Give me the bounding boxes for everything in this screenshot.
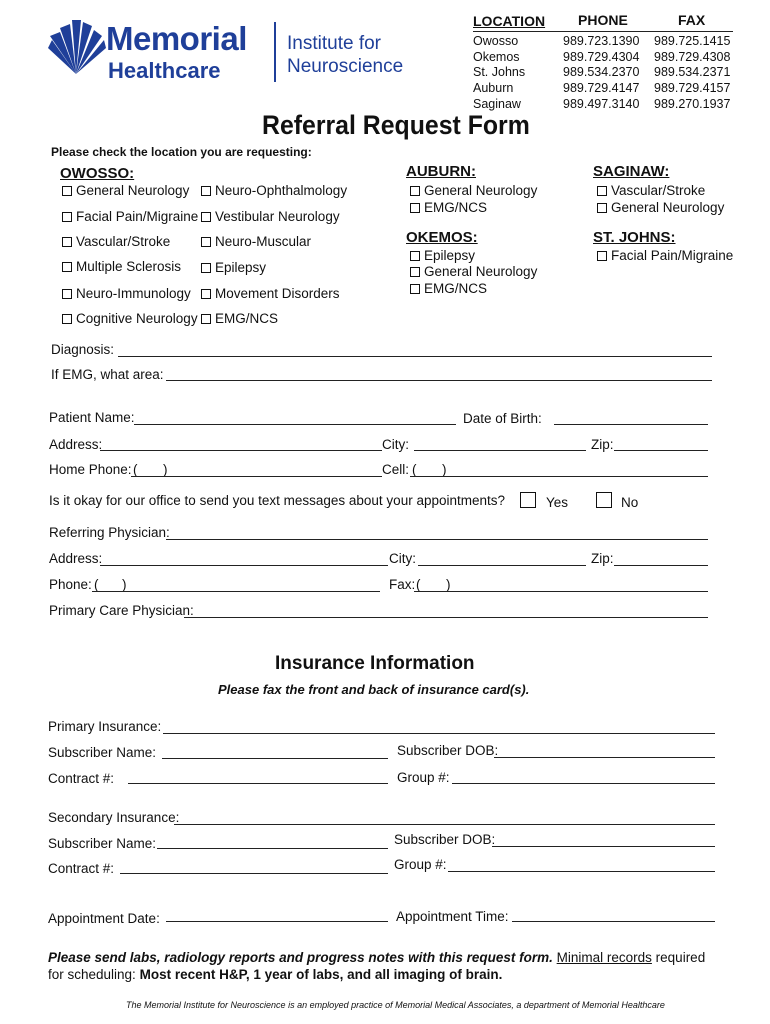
area-code-open: ( bbox=[94, 577, 99, 592]
city-field[interactable] bbox=[414, 450, 586, 451]
fax-label: Fax: bbox=[389, 577, 416, 592]
table-cell: Auburn bbox=[473, 81, 514, 96]
closing-note-part: for scheduling: bbox=[48, 967, 136, 982]
yes-label: Yes bbox=[546, 495, 569, 510]
contract-label: Contract #: bbox=[48, 861, 115, 876]
subscriber-dob-label: Subscriber DOB: bbox=[394, 832, 496, 847]
referring-physician-field[interactable] bbox=[166, 539, 708, 540]
checkbox[interactable] bbox=[597, 186, 607, 196]
home-phone-field[interactable] bbox=[131, 476, 382, 477]
okemos-option[interactable]: Epilepsy bbox=[410, 248, 475, 263]
primary-insurance-field[interactable] bbox=[163, 733, 715, 734]
owosso-option[interactable]: Cognitive Neurology bbox=[62, 311, 198, 326]
table-cell: Owosso bbox=[473, 34, 519, 48]
location-column bbox=[473, 34, 525, 113]
group-field[interactable] bbox=[448, 871, 715, 872]
page-title: Referral Request Form bbox=[262, 110, 530, 140]
table-cell: 989.534.2370 bbox=[563, 65, 640, 80]
phone-label: Phone: bbox=[49, 577, 92, 592]
institute-line-2: Neuroscience bbox=[287, 56, 404, 77]
table-header-rule bbox=[473, 31, 733, 32]
insurance-subtitle: Please fax the front and back of insurance card(s). bbox=[218, 682, 530, 697]
cell-label: Cell: bbox=[382, 462, 410, 477]
ref-address-field[interactable] bbox=[100, 565, 388, 566]
st-johns-option[interactable]: Facial Pain/Migraine bbox=[597, 248, 733, 263]
pcp-label: Primary Care Physician: bbox=[49, 603, 194, 618]
owosso-option[interactable]: Neuro-Immunology bbox=[62, 286, 191, 301]
subscriber-name-label: Subscriber Name: bbox=[48, 836, 157, 851]
checkbox[interactable] bbox=[410, 203, 420, 213]
checkbox[interactable] bbox=[62, 186, 72, 196]
yes-checkbox[interactable] bbox=[520, 492, 536, 508]
table-header-fax: FAX bbox=[678, 12, 706, 28]
table-cell: 989.729.4157 bbox=[654, 81, 731, 96]
closing-note bbox=[48, 949, 705, 983]
patient-name-field[interactable] bbox=[134, 424, 456, 425]
table-cell: 989.729.4147 bbox=[563, 81, 640, 96]
owosso-option[interactable]: Vascular/Stroke bbox=[62, 234, 170, 249]
secondary-insurance-field[interactable] bbox=[174, 824, 715, 825]
contract-field[interactable] bbox=[120, 873, 388, 874]
closing-note-part: required bbox=[651, 950, 706, 965]
saginaw-heading: SAGINAW: bbox=[593, 163, 670, 180]
appointment-time-field[interactable] bbox=[512, 921, 715, 922]
footer-text: The Memorial Institute for Neuroscience is an employed practice of Memorial Medical Associates, a department of Memorial Healthcare bbox=[126, 1000, 665, 1010]
appointment-date-label: Appointment Date: bbox=[48, 911, 160, 926]
okemos-option[interactable]: General Neurology bbox=[410, 264, 537, 279]
address-field[interactable] bbox=[100, 450, 382, 451]
patient-name-label: Patient Name: bbox=[49, 410, 135, 425]
table-cell: 989.270.1937 bbox=[654, 96, 731, 111]
text-consent-question: Is it okay for our office to send you text messages about your appointments? bbox=[49, 493, 506, 508]
checkbox[interactable] bbox=[62, 237, 72, 247]
checkbox[interactable] bbox=[62, 289, 72, 299]
checkbox[interactable] bbox=[201, 289, 211, 299]
home-phone-label: Home Phone: bbox=[49, 462, 132, 477]
secondary-insurance-label: Secondary Insurance: bbox=[48, 810, 180, 825]
area-code-close: ) bbox=[163, 462, 168, 477]
checkbox[interactable] bbox=[201, 263, 211, 273]
owosso-option[interactable]: Neuro-Ophthalmology bbox=[201, 183, 347, 198]
fax-column bbox=[654, 34, 730, 113]
checkbox[interactable] bbox=[201, 314, 211, 324]
saginaw-option[interactable]: Vascular/Stroke bbox=[597, 183, 705, 198]
appointment-time-label: Appointment Time: bbox=[396, 909, 509, 924]
saginaw-option[interactable]: General Neurology bbox=[597, 200, 724, 215]
owosso-option[interactable]: Vestibular Neurology bbox=[201, 209, 340, 224]
checkbox[interactable] bbox=[410, 284, 420, 294]
cell-field[interactable] bbox=[410, 476, 708, 477]
contract-field[interactable] bbox=[128, 783, 388, 784]
primary-insurance-label: Primary Insurance: bbox=[48, 719, 162, 734]
area-code-close: ) bbox=[446, 577, 451, 592]
group-field[interactable] bbox=[452, 783, 715, 784]
emg-area-field[interactable] bbox=[166, 380, 712, 381]
subscriber-name-label: Subscriber Name: bbox=[48, 745, 157, 760]
checkbox[interactable] bbox=[597, 203, 607, 213]
table-cell: St. Johns bbox=[473, 65, 526, 80]
table-cell: 989.497.3140 bbox=[563, 96, 640, 111]
ref-zip-field[interactable] bbox=[614, 565, 708, 566]
owosso-option[interactable]: Multiple Sclerosis bbox=[62, 259, 181, 274]
owosso-option[interactable]: Neuro-Muscular bbox=[201, 234, 311, 249]
table-cell: 989.729.4308 bbox=[654, 49, 731, 64]
dob-label: Date of Birth: bbox=[463, 411, 542, 426]
appointment-date-field[interactable] bbox=[166, 921, 388, 922]
table-cell: 989.534.2371 bbox=[654, 65, 731, 80]
auburn-option[interactable]: General Neurology bbox=[410, 183, 537, 198]
fax-field[interactable] bbox=[414, 591, 708, 592]
checkbox[interactable] bbox=[410, 186, 420, 196]
subscriber-name-field[interactable] bbox=[157, 848, 388, 849]
table-header-location: LOCATION bbox=[473, 13, 546, 29]
area-code-open: ( bbox=[412, 462, 417, 477]
auburn-option[interactable]: EMG/NCS bbox=[410, 200, 487, 215]
ref-zip-label: Zip: bbox=[591, 551, 614, 566]
okemos-option[interactable]: EMG/NCS bbox=[410, 281, 487, 296]
area-code-close: ) bbox=[122, 577, 127, 592]
logo-divider bbox=[274, 22, 276, 82]
checkbox[interactable] bbox=[201, 237, 211, 247]
phone-field[interactable] bbox=[92, 591, 380, 592]
insurance-heading: Insurance Information bbox=[275, 653, 475, 674]
closing-note-part: Please send labs, radiology reports and progress notes with this request form. bbox=[48, 950, 553, 965]
checkbox[interactable] bbox=[201, 212, 211, 222]
checkbox[interactable] bbox=[597, 251, 607, 261]
city-label: City: bbox=[382, 437, 409, 452]
checkbox[interactable] bbox=[62, 212, 72, 222]
checkbox[interactable] bbox=[410, 267, 420, 277]
table-cell: 989.725.1415 bbox=[654, 34, 731, 48]
no-label: No bbox=[621, 495, 639, 510]
memorial-logo bbox=[44, 14, 108, 80]
owosso-option[interactable]: Facial Pain/Migraine bbox=[62, 209, 198, 224]
address-label: Address: bbox=[49, 437, 103, 452]
zip-label: Zip: bbox=[591, 437, 614, 452]
checkbox[interactable] bbox=[201, 186, 211, 196]
table-cell: 989.723.1390 bbox=[563, 34, 640, 48]
emg-area-label: If EMG, what area: bbox=[51, 367, 164, 382]
checkbox[interactable] bbox=[410, 251, 420, 261]
area-code-open: ( bbox=[416, 577, 421, 592]
zip-field[interactable] bbox=[614, 450, 708, 451]
owosso-heading: OWOSSO: bbox=[60, 165, 135, 182]
owosso-option[interactable]: EMG/NCS bbox=[201, 311, 278, 326]
logo-name: Memorial bbox=[106, 20, 247, 57]
st-johns-heading: ST. JOHNS: bbox=[593, 229, 676, 246]
closing-note-part: Minimal records bbox=[556, 950, 652, 965]
owosso-option[interactable]: General Neurology bbox=[62, 183, 189, 198]
contract-label: Contract #: bbox=[48, 771, 115, 786]
table-header-phone: PHONE bbox=[578, 12, 628, 28]
table-cell: Saginaw bbox=[473, 96, 521, 111]
dob-field[interactable] bbox=[554, 424, 708, 425]
checkbox[interactable] bbox=[62, 262, 72, 272]
location-prompt: Please check the location you are requesting: bbox=[51, 145, 312, 159]
owosso-option[interactable]: Epilepsy bbox=[201, 260, 266, 275]
table-cell: Okemos bbox=[473, 49, 520, 64]
auburn-heading: AUBURN: bbox=[406, 163, 476, 180]
okemos-heading: OKEMOS: bbox=[406, 229, 478, 246]
diagnosis-label: Diagnosis: bbox=[51, 342, 115, 357]
ref-city-field[interactable] bbox=[418, 565, 586, 566]
checkbox[interactable] bbox=[62, 314, 72, 324]
institute-line-1: Institute for bbox=[287, 33, 381, 54]
table-cell: 989.729.4304 bbox=[563, 49, 640, 64]
phone-column bbox=[563, 34, 639, 113]
closing-note-part: Most recent H&P, 1 year of labs, and all imaging of brain. bbox=[139, 967, 503, 982]
diagnosis-field[interactable] bbox=[118, 356, 712, 357]
subscriber-name-field[interactable] bbox=[162, 758, 388, 759]
ref-address-label: Address: bbox=[49, 551, 103, 566]
referring-physician-label: Referring Physician: bbox=[49, 525, 170, 540]
subscriber-dob-field[interactable] bbox=[494, 757, 715, 758]
subscriber-dob-field[interactable] bbox=[492, 846, 715, 847]
group-label: Group #: bbox=[394, 857, 447, 872]
ref-city-label: City: bbox=[389, 551, 416, 566]
no-checkbox[interactable] bbox=[596, 492, 612, 508]
logo-subname: Healthcare bbox=[108, 58, 221, 83]
area-code-open: ( bbox=[133, 462, 138, 477]
starburst-icon bbox=[44, 14, 108, 80]
group-label: Group #: bbox=[397, 770, 450, 785]
owosso-option[interactable]: Movement Disorders bbox=[201, 286, 340, 301]
pcp-field[interactable] bbox=[184, 617, 708, 618]
area-code-close: ) bbox=[442, 462, 447, 477]
subscriber-dob-label: Subscriber DOB: bbox=[397, 743, 499, 758]
